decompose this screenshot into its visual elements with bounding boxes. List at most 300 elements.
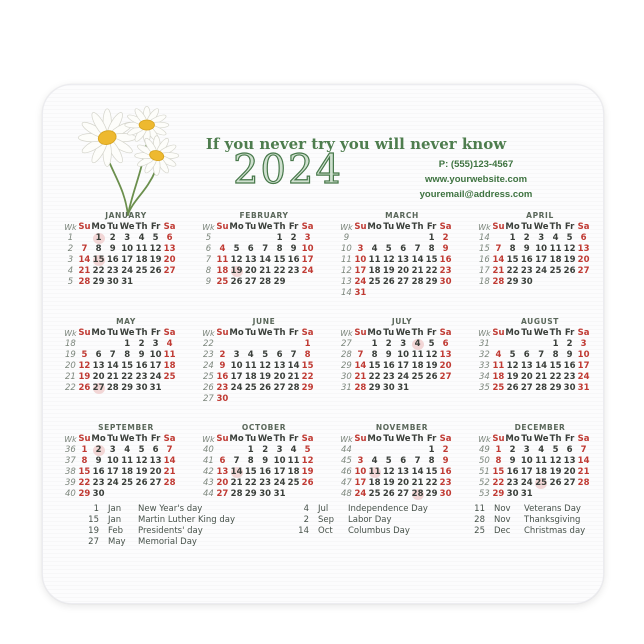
day-cell: 3 (400, 339, 407, 349)
day-header: We (395, 434, 411, 444)
month-title: MAY (116, 317, 136, 326)
day-cell (439, 288, 453, 299)
holiday-date: 28 (411, 489, 424, 499)
day-cell: 11 (535, 456, 548, 466)
day-header: Th (549, 222, 562, 232)
day-cell (520, 339, 534, 350)
holiday-date: 14 (230, 467, 243, 477)
day-cell: 20 (163, 255, 176, 265)
day-cell: 11 (287, 456, 300, 466)
day-cell: 9 (509, 456, 516, 466)
day-cell: 3 (276, 445, 283, 455)
month-table (63, 328, 176, 394)
day-header-row (339, 328, 452, 339)
day-cell: 1 (81, 445, 88, 455)
day-cell: 14 (259, 255, 272, 265)
day-cell: 9 (290, 244, 297, 254)
day-cell: 25 (244, 383, 257, 393)
day-cell (120, 489, 135, 500)
day-cell: 28 (106, 383, 119, 393)
day-cell: 13 (439, 350, 452, 360)
day-cell: 15 (368, 361, 381, 371)
contact-block (376, 157, 576, 202)
day-cell: 30 (439, 277, 452, 287)
week-number: 19 (65, 350, 76, 360)
day-cell: 22 (549, 372, 562, 382)
day-header: Sa (439, 328, 452, 338)
day-header: Wk (478, 329, 491, 338)
day-cell: 3 (233, 350, 240, 360)
day-cell (577, 277, 591, 288)
week-number: 9 (343, 233, 350, 243)
week-number: 12 (341, 266, 352, 276)
day-header: Tu (245, 222, 257, 232)
legend-entry (471, 515, 589, 526)
day-cell: 3 (580, 339, 587, 349)
day-cell: 27 (520, 383, 533, 393)
day-header: Fr (288, 222, 299, 232)
week-number: 16 (479, 255, 490, 265)
day-header: Fr (564, 222, 575, 232)
day-cell: 1 (124, 339, 131, 349)
week-row (477, 456, 590, 467)
day-header-row (477, 222, 590, 233)
day-cell (577, 489, 591, 500)
day-cell: 30 (563, 383, 576, 393)
month-august (477, 317, 590, 405)
month-december (477, 423, 590, 500)
day-cell: 4 (138, 233, 145, 243)
day-cell: 27 (244, 277, 257, 287)
day-cell (106, 489, 120, 500)
day-cell: 2 (509, 445, 516, 455)
day-header: Su (492, 434, 505, 444)
day-cell: 6 (95, 350, 102, 360)
legend-entry-label: Veterans Day (524, 504, 581, 514)
day-cell (396, 288, 411, 299)
month-title: NOVEMBER (375, 423, 429, 432)
legend-entry (85, 526, 295, 537)
day-cell: 10 (354, 467, 367, 477)
day-cell (382, 288, 396, 299)
day-cell (439, 383, 453, 394)
legend-entry-label: Memorial Day (138, 537, 197, 547)
day-cell: 11 (163, 350, 176, 360)
legend-entry (471, 504, 589, 515)
day-cell: 7 (414, 456, 421, 466)
week-number: 49 (479, 445, 490, 455)
contact-website: www.yourwebsite.com (424, 174, 528, 185)
week-number: 22 (203, 339, 214, 349)
day-header: Wk (340, 329, 353, 338)
day-cell: 1 (428, 445, 435, 455)
week-row (339, 456, 452, 467)
day-cell: 9 (109, 244, 116, 254)
day-cell: 1 (495, 445, 502, 455)
day-cell: 29 (78, 489, 91, 499)
day-cell: 6 (400, 244, 407, 254)
week-number: 14 (479, 233, 490, 243)
day-cell: 24 (230, 383, 243, 393)
day-cell: 9 (95, 456, 102, 466)
day-cell: 19 (382, 478, 395, 488)
week-row (201, 277, 314, 288)
day-header: We (119, 434, 135, 444)
day-header: Su (216, 434, 229, 444)
month-may (63, 317, 176, 405)
holiday-date: 15 (92, 255, 105, 265)
legend-entry-month: Nov (494, 504, 511, 514)
day-cell (411, 489, 425, 500)
week-number: 29 (341, 361, 352, 371)
day-cell (367, 288, 381, 299)
day-cell: 4 (552, 233, 559, 243)
month-table (477, 222, 590, 288)
week-row (477, 478, 590, 489)
day-cell: 30 (259, 489, 272, 499)
day-cell (229, 445, 243, 456)
day-header: Tu (107, 328, 119, 338)
day-cell: 28 (78, 277, 91, 287)
day-header: Tu (521, 434, 533, 444)
week-number: 27 (203, 394, 214, 404)
week-number: 31 (479, 339, 490, 349)
week-number: 32 (479, 350, 490, 360)
day-cell (287, 339, 301, 350)
day-header: Tu (107, 222, 119, 232)
legend-column (471, 504, 589, 548)
week-row (339, 445, 452, 456)
day-cell: 23 (382, 372, 395, 382)
day-header: Tu (521, 328, 533, 338)
day-cell: 21 (287, 372, 300, 382)
day-header: We (257, 328, 273, 338)
week-row (477, 244, 590, 255)
day-cell: 29 (425, 277, 438, 287)
day-header: Fr (564, 434, 575, 444)
day-cell: 14 (577, 456, 590, 466)
day-cell: 31 (121, 277, 134, 287)
day-cell: 26 (149, 266, 162, 276)
day-cell: 1 (276, 233, 283, 243)
day-cell: 28 (535, 383, 548, 393)
day-cell: 13 (563, 456, 576, 466)
week-row (477, 372, 590, 383)
week-row (201, 445, 314, 456)
day-cell: 23 (439, 478, 452, 488)
day-cell: 28 (287, 383, 300, 393)
week-row (477, 350, 590, 361)
day-cell: 21 (230, 478, 243, 488)
day-cell: 5 (233, 244, 240, 254)
day-cell: 20 (92, 372, 105, 382)
week-number: 39 (65, 478, 76, 488)
legend-entry-day: 14 (298, 526, 309, 536)
day-header: Mo (91, 222, 106, 232)
day-cell: 18 (287, 467, 300, 477)
day-cell: 5 (428, 339, 435, 349)
week-number: 24 (203, 361, 214, 371)
day-cell: 24 (397, 372, 410, 382)
daisy-flowers-icon (73, 101, 181, 225)
day-cell (301, 277, 315, 288)
day-cell (425, 288, 439, 299)
week-number: 44 (341, 445, 352, 455)
day-cell: 28 (411, 277, 424, 287)
day-cell (287, 489, 301, 500)
day-cell (244, 339, 258, 350)
day-header: Su (492, 222, 505, 232)
week-row (63, 361, 176, 372)
month-title: JANUARY (105, 211, 147, 220)
day-header-row (477, 328, 590, 339)
day-cell: 1 (304, 339, 311, 349)
day-cell (549, 277, 563, 288)
day-cell: 11 (135, 244, 148, 254)
day-cell: 2 (290, 233, 297, 243)
day-cell: 2 (138, 339, 145, 349)
day-cell: 15 (121, 361, 134, 371)
day-cell: 13 (520, 361, 533, 371)
month-title: AUGUST (520, 317, 560, 326)
months-grid (59, 211, 595, 500)
day-header: Wk (478, 223, 491, 232)
day-cell (229, 339, 243, 350)
day-cell: 15 (425, 467, 438, 477)
day-cell: 25 (368, 489, 381, 499)
legend-entry-day: 19 (88, 526, 99, 536)
day-cell: 1 (552, 339, 559, 349)
month-table (477, 434, 590, 500)
day-cell: 27 (273, 383, 286, 393)
day-cell (534, 478, 549, 489)
day-header-row (201, 434, 314, 445)
day-cell (135, 277, 149, 288)
day-cell (301, 394, 315, 405)
day-cell: 28 (230, 489, 243, 499)
day-cell: 8 (371, 350, 378, 360)
week-number: 38 (65, 467, 76, 477)
week-number: 10 (341, 244, 352, 254)
day-cell: 12 (563, 244, 576, 254)
week-number: 25 (203, 372, 214, 382)
month-november (339, 423, 452, 500)
week-row (201, 467, 314, 478)
day-cell: 16 (135, 361, 148, 371)
week-row (63, 233, 176, 244)
legend-entry-month: Jan (108, 515, 122, 525)
day-header: Su (354, 434, 367, 444)
day-cell: 27 (439, 372, 452, 382)
week-row (339, 288, 452, 299)
day-header: Fr (288, 328, 299, 338)
day-cell: 26 (382, 489, 395, 499)
day-header: Wk (202, 223, 215, 232)
day-cell: 13 (149, 456, 162, 466)
daisy-flower-large (78, 109, 136, 167)
day-cell: 29 (368, 383, 381, 393)
day-cell: 12 (259, 361, 272, 371)
month-title: MARCH (385, 211, 419, 220)
week-number: 23 (203, 350, 214, 360)
day-cell: 8 (247, 456, 254, 466)
day-cell: 4 (495, 350, 502, 360)
week-number: 27 (341, 339, 352, 349)
month-table (477, 328, 590, 394)
day-cell: 6 (166, 233, 173, 243)
day-cell: 16 (106, 255, 119, 265)
day-header: Th (273, 222, 286, 232)
week-number: 14 (341, 288, 352, 298)
day-cell: 21 (354, 372, 367, 382)
day-cell: 20 (216, 478, 229, 488)
day-cell: 4 (166, 339, 173, 349)
contact-email: youremail@address.com (419, 189, 533, 200)
week-row (339, 339, 452, 350)
day-cell: 19 (78, 372, 91, 382)
day-header: Tu (245, 328, 257, 338)
day-cell: 13 (397, 467, 410, 477)
day-cell: 5 (81, 350, 88, 360)
day-cell: 23 (439, 266, 452, 276)
month-table (339, 328, 452, 394)
legend-entry-label: New Year's day (138, 504, 203, 514)
day-header: Sa (439, 434, 452, 444)
day-header: Wk (202, 435, 215, 444)
day-cell: 5 (138, 445, 145, 455)
day-cell: 8 (304, 350, 311, 360)
week-number: 37 (65, 456, 76, 466)
day-cell: 17 (230, 372, 243, 382)
week-row (201, 394, 314, 405)
day-cell: 6 (580, 233, 587, 243)
day-cell: 23 (92, 478, 105, 488)
week-number: 34 (479, 372, 490, 382)
day-cell: 12 (149, 244, 162, 254)
day-header-row (339, 222, 452, 233)
month-title: JULY (391, 317, 413, 326)
day-cell: 12 (78, 361, 91, 371)
legend-entry-month: Sep (318, 515, 335, 525)
day-cell: 3 (357, 244, 364, 254)
day-cell: 22 (368, 372, 381, 382)
legend-entry-day: 15 (88, 515, 99, 525)
day-cell: 26 (230, 277, 243, 287)
week-row (63, 266, 176, 277)
day-cell: 23 (563, 372, 576, 382)
day-cell (367, 233, 381, 244)
week-number: 11 (341, 255, 352, 265)
day-cell: 16 (92, 467, 105, 477)
day-cell: 13 (163, 244, 176, 254)
day-cell (163, 277, 177, 288)
week-number: 1 (67, 233, 74, 243)
day-header: Sa (439, 222, 452, 232)
legend-column (295, 504, 471, 548)
day-cell: 30 (382, 383, 395, 393)
day-cell: 11 (244, 361, 257, 371)
day-cell: 30 (106, 277, 119, 287)
day-cell: 5 (152, 233, 159, 243)
day-header: Mo (91, 328, 106, 338)
day-header: Th (273, 434, 286, 444)
day-cell: 19 (259, 372, 272, 382)
day-cell (396, 445, 411, 456)
month-table (339, 222, 452, 299)
day-cell: 17 (106, 467, 119, 477)
day-cell: 24 (354, 277, 367, 287)
day-cell: 1 (371, 339, 378, 349)
legend-entry-label: Columbus Day (348, 526, 410, 536)
day-cell: 13 (216, 467, 229, 477)
day-cell: 3 (109, 445, 116, 455)
week-row (63, 383, 176, 394)
day-cell: 22 (273, 266, 286, 276)
week-number: 9 (205, 277, 212, 287)
week-number: 33 (479, 361, 490, 371)
week-row (201, 478, 314, 489)
day-cell: 31 (149, 383, 162, 393)
day-header-row (63, 222, 176, 233)
day-header: We (533, 222, 549, 232)
legend-entry-day: 2 (303, 515, 309, 525)
week-row (339, 266, 452, 277)
day-cell: 13 (273, 361, 286, 371)
week-number: 15 (479, 244, 490, 254)
day-cell: 3 (304, 233, 311, 243)
week-number: 5 (205, 233, 212, 243)
day-cell: 19 (425, 361, 438, 371)
week-number: 21 (65, 372, 76, 382)
legend-entry-month: May (108, 537, 126, 547)
week-row (477, 266, 590, 277)
week-row (477, 467, 590, 478)
day-cell: 21 (411, 478, 424, 488)
day-cell: 30 (216, 394, 229, 404)
week-row (339, 489, 452, 500)
week-row (63, 350, 176, 361)
holiday-date: 19 (230, 266, 243, 276)
day-cell: 14 (287, 361, 300, 371)
day-cell: 13 (92, 361, 105, 371)
month-title: DECEMBER (514, 423, 566, 432)
day-cell (244, 394, 258, 405)
day-header: We (257, 222, 273, 232)
day-header: Th (411, 434, 424, 444)
day-cell: 19 (382, 266, 395, 276)
week-row (339, 372, 452, 383)
day-cell: 18 (368, 478, 381, 488)
day-cell: 31 (397, 383, 410, 393)
day-cell: 5 (385, 244, 392, 254)
day-header: We (119, 222, 135, 232)
week-row (201, 383, 314, 394)
day-cell: 6 (219, 456, 226, 466)
day-cell: 1 (428, 233, 435, 243)
day-cell: 28 (577, 478, 590, 488)
day-cell: 17 (354, 266, 367, 276)
day-header: Th (135, 434, 148, 444)
day-cell: 19 (549, 467, 562, 477)
day-cell: 2 (566, 339, 573, 349)
day-header: Mo (229, 434, 244, 444)
day-cell: 3 (538, 233, 545, 243)
month-title: JUNE (252, 317, 276, 326)
day-cell: 5 (509, 350, 516, 360)
day-header: We (533, 434, 549, 444)
day-cell: 10 (520, 456, 533, 466)
day-cell: 24 (149, 372, 162, 382)
